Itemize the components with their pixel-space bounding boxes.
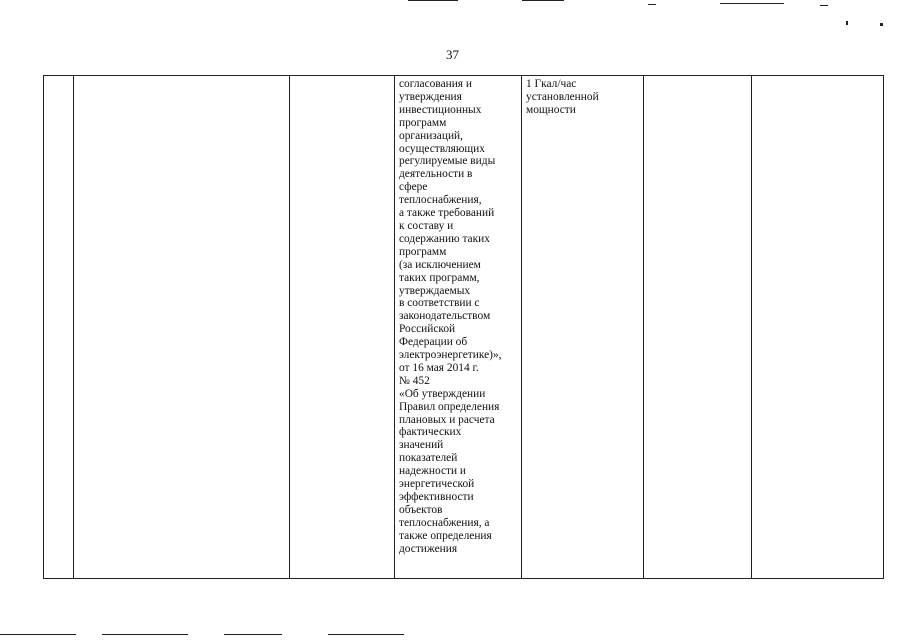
scan-artifact-top-1 <box>408 0 458 1</box>
scan-artifact-bottom-2 <box>102 634 188 635</box>
scan-artifact-bottom-4 <box>328 634 404 635</box>
scan-artifact-dot-1 <box>846 21 848 25</box>
scan-artifact-top-3 <box>648 4 656 5</box>
scan-artifact-bottom-3 <box>224 634 282 635</box>
unit-text: 1 Гкал/час установленной мощности <box>526 78 599 116</box>
scan-artifact-bottom-1 <box>0 634 76 635</box>
scan-artifact-top-4 <box>720 3 784 4</box>
table-cell-col-6 <box>644 76 752 579</box>
table-cell-col-1 <box>44 76 74 579</box>
document-table <box>43 75 884 579</box>
table-row <box>44 76 884 579</box>
table-cell-col-2 <box>74 76 290 579</box>
scan-artifact-top-5 <box>820 5 828 6</box>
scan-artifact-top-2 <box>522 0 564 1</box>
page-number: 37 <box>446 47 459 62</box>
regulation-text: согласования и утверждения инвестиционных программ организаций, осуществляющих регулируемые виды деятельности в сфере теплоснабжения, а также требований к составу и содержанию таких программ (за исключением таких программ, утверждаемых в соответствии с законодательством Российской Федерации об электроэнергетике)», от 16 мая 2014 г. № 452 «Об утверждении Правил определения плановых и расчета фактических значений показателей надежности и энергетической эффективности объектов теплоснабжения, а также определения достижения <box>399 78 502 555</box>
table-cell-col-4 <box>395 76 522 579</box>
table-cell-col-7 <box>752 76 884 579</box>
table-cell-col-5 <box>522 76 644 579</box>
scan-artifact-dot-2 <box>880 23 883 26</box>
table-cell-col-3 <box>290 76 395 579</box>
